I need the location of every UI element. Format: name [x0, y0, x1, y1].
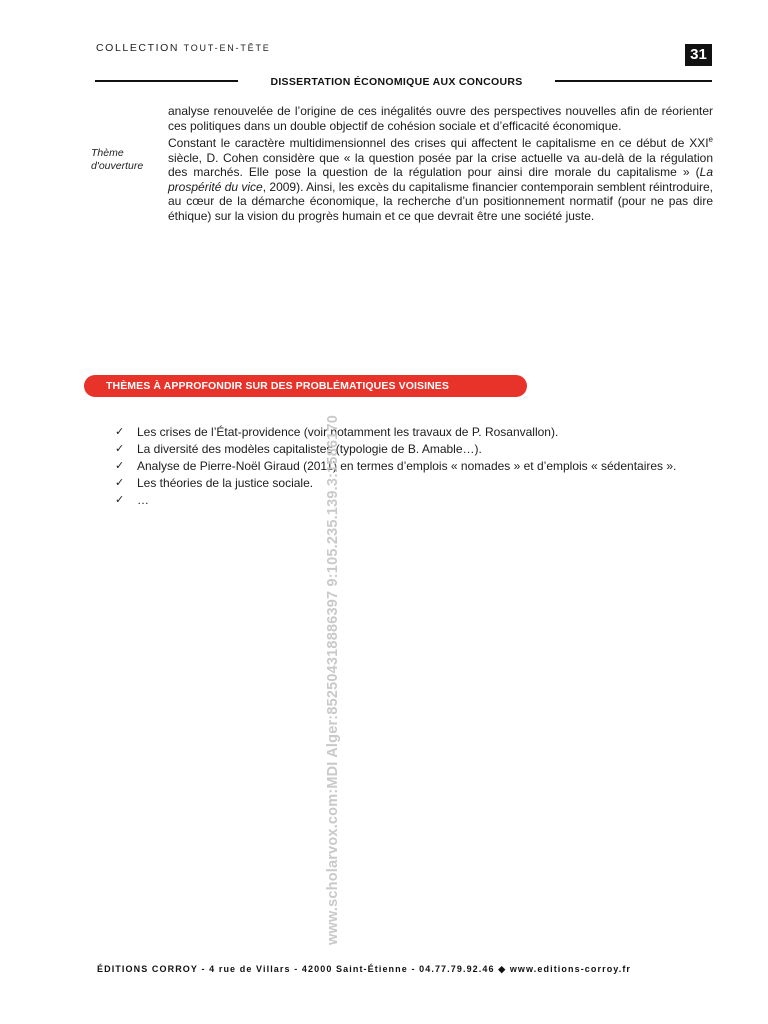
collection-prefix: COLLECTION — [96, 42, 184, 54]
paragraph-2-part-c: , 2009). Ainsi, les excès du capitalisme financier contemporain semblent réintroduire, au cœur de la démarche économique, la recherche d’un positionnement normatif (pour ne pas dire éthique) sur la vision du progrès humain et ce que devrait être une société juste. — [168, 179, 714, 223]
body-text — [168, 104, 713, 223]
check-icon: ✓ — [115, 460, 125, 472]
list-item-text: Analyse de Pierre-Noël Giraud (2011) en termes d’emplois « nomades » et d’emplois « sédentaires ». — [137, 459, 677, 473]
section-banner: THÈMES À APPROFONDIR SUR DES PROBLÉMATIQUES VOISINES — [84, 375, 527, 397]
collection-title — [96, 42, 271, 54]
list-item — [115, 493, 713, 508]
paragraph-2-part-a: Constant le caractère multidimensionnel des crises qui affectent le capitalisme en ce début de XXI — [168, 136, 709, 150]
list-item-text: Les théories de la justice sociale. — [137, 476, 314, 490]
check-icon: ✓ — [115, 443, 125, 455]
check-icon: ✓ — [115, 494, 125, 506]
list-item — [115, 476, 713, 491]
running-title: DISSERTATION ÉCONOMIQUE AUX CONCOURS — [270, 76, 523, 88]
list-item — [115, 425, 713, 440]
book-title: La prospérité du vice — [168, 165, 713, 194]
bullet-list — [115, 425, 713, 510]
watermark: www.scholarvox.com:MDI Alger:852504318886397 9:105.235.139.3:1586170 — [325, 414, 341, 945]
paragraph-2-part-b: siècle, D. Cohen considère que « la question posée par la crise actuelle va au-delà de la régulation des marchés. Elle pose la question de la régulation pour ainsi dire morale du capitalisme » ( — [168, 150, 713, 179]
footer: ÉDITIONS CORROY - 4 rue de Villars - 42000 Saint-Étienne - 04.77.79.92.46 ◆ www.editions-corroy.fr — [97, 964, 632, 974]
list-item-text: … — [137, 493, 149, 507]
list-item-text: La diversité des modèles capitalistes (typologie de B. Amable…). — [137, 442, 482, 456]
century-superscript: e — [708, 135, 713, 144]
header-rule-left — [95, 80, 238, 82]
check-icon: ✓ — [115, 426, 125, 438]
list-item-text: Les crises de l’État-providence (voir notamment les travaux de P. Rosanvallon). — [137, 425, 559, 439]
list-item — [115, 442, 713, 457]
check-icon: ✓ — [115, 477, 125, 489]
header-rule-right — [555, 80, 712, 82]
paragraph-1: analyse renouvelée de l’origine de ces inégalités ouvre des perspectives nouvelles afin de réorienter ces politiques dans un double objectif de cohésion sociale et d’efficacité économique. — [168, 104, 713, 133]
paragraph-2 — [168, 133, 713, 223]
margin-note: Thème d'ouverture — [91, 147, 144, 172]
list-item — [115, 459, 713, 474]
page-number: 31 — [685, 44, 712, 66]
collection-name: TOUT-EN-TÊTE — [183, 43, 271, 53]
